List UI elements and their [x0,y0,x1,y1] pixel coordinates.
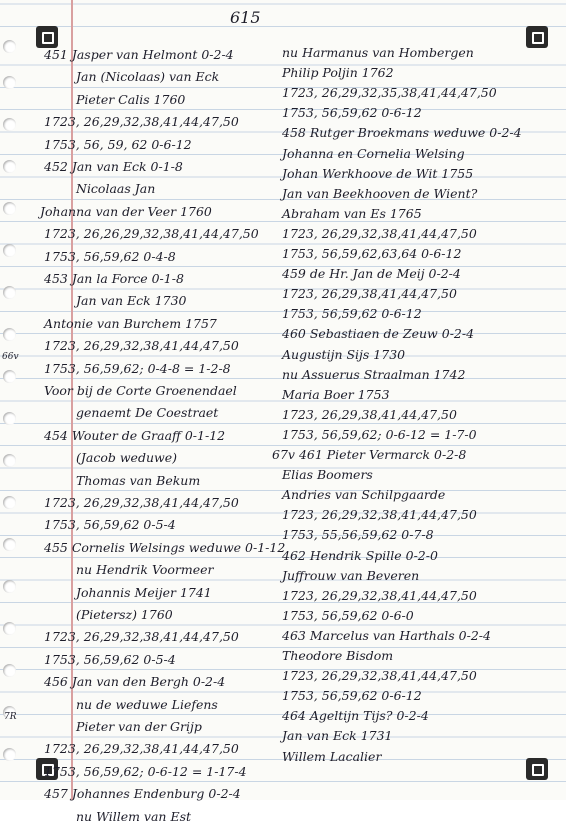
binder-hole [3,580,16,593]
left_column-line: Pieter van der Grijp [76,719,202,734]
left_column-line: Antonie van Burchem 1757 [44,315,217,331]
right_column-line: Willem Lacalier [282,748,382,764]
left_column-line: Johannis Meijer 1741 [76,584,212,600]
right_column-line: Juffrouw van Beveren [282,567,420,583]
right_column-line: 1753, 56,59,62 0-6-12 [282,105,422,121]
side-note: 7R [4,712,17,722]
right_column-line: 1753, 56,59,62; 0-6-12 = 1-7-0 [282,426,477,442]
side-note: 66v [2,352,19,362]
binder-hole [3,622,16,635]
right_column-line: 1753, 56,59,62 0-6-12 [282,306,422,322]
left_column-line: nu de weduwe Liefens [76,696,218,712]
binder-hole [3,244,16,257]
right_column-line: Augustijn Sijs 1730 [282,346,406,362]
corner-marker-bottom-right [526,758,548,780]
left_column-line: 455 Cornelis Welsings weduwe 0-1-12 [44,539,286,555]
right_column-line: 1753, 56,59,62 0-6-12 [282,688,422,704]
left_column-line: 452 Jan van Eck 0-1-8 [44,159,183,174]
left_column-line: (Pietersz) 1760 [76,607,173,622]
right_column-line: Maria Boer 1753 [282,386,390,402]
left_column-line: 1723, 26,29,32,38,41,44,47,50 [44,114,239,130]
right_column-line: 1723, 26,29,32,38,41,44,47,50 [282,587,477,603]
left_column-line: nu Willem van Est [76,808,192,824]
page-number: 615 [230,8,261,27]
binder-hole [3,538,16,551]
left_column-line: (Jacob weduwe) [76,450,177,466]
right_column-line: 1753, 56,59,62 0-6-0 [282,607,414,623]
right_column-line: nu Harmanus van Hombergen [282,45,474,60]
right_column-line: Johanna en Cornelia Welsing [282,145,465,161]
right_column-line: 1723, 26,29,32,38,41,44,47,50 [282,668,477,684]
binder-hole [3,412,16,425]
right_column-line: 459 de Hr. Jan de Meij 0-2-4 [282,266,461,282]
left_column-line: 456 Jan van den Bergh 0-2-4 [44,674,226,690]
left_column-line: 1753, 56,59,62 0-4-8 [44,248,176,264]
left_column-line: Nicolaas Jan [76,181,156,197]
right_column-line: 460 Sebastiaen de Zeuw 0-2-4 [282,326,475,342]
right_column-line: Jan van Eck 1731 [282,728,393,744]
right_column-line: 1723, 26,29,32,38,41,44,47,50 [282,225,477,241]
binder-hole [3,496,16,509]
left_column-line: Pieter Calis 1760 [76,91,186,107]
binder-hole [3,664,16,677]
right_column-line: Andries van Schilpgaarde [282,487,446,503]
right_column-line: 464 Ageltijn Tijs? 0-2-4 [282,708,429,724]
right_column-line: 1723, 26,29,38,41,44,47,50 [282,406,457,422]
right_column-line: Abraham van Es 1765 [282,205,422,221]
left_column-line: 1723, 26,26,29,32,38,41,44,47,50 [44,226,259,242]
right_column-line: 1723, 26,29,38,41,44,47,50 [282,286,457,302]
right_column-line: 462 Hendrik Spille 0-2-0 [282,547,438,563]
left_column-line: 1753, 56,59,62 0-5-4 [44,517,176,533]
binder-hole [3,76,16,89]
left_column-line: 1753, 56,59,62 0-5-4 [44,651,176,667]
binder-hole [3,328,16,341]
corner-marker-top-right [526,26,548,48]
binder-hole [3,286,16,299]
right_column-line: Jan van Beekhooven de Wient? [282,185,478,201]
binder-hole [3,748,16,761]
right_column-line: 1723, 26,29,32,35,38,41,44,47,50 [282,85,497,101]
left_column-line: Johanna van der Veer 1760 [40,203,212,219]
right_column-line: Theodore Bisdom [282,648,394,663]
left_column-line: 1753, 56, 59, 62 0-6-12 [44,136,192,152]
right_column-line: 67v 461 Pieter Vermarck 0-2-8 [272,447,467,462]
left_column-line: 454 Wouter de Graaff 0-1-12 [44,427,226,443]
binder-hole [3,118,16,131]
right_column-line: Philip Poljin 1762 [282,65,394,81]
binder-hole [3,160,16,173]
binder-holes [0,0,40,800]
right_column-line: 1723, 26,29,32,38,41,44,47,50 [282,507,477,523]
left_column-line: 1723, 26,29,32,38,41,44,47,50 [44,338,239,354]
left_column-line: 453 Jan la Force 0-1-8 [44,271,184,286]
left_column-line: 1723, 26,29,32,38,41,44,47,50 [44,741,239,757]
left_column-line: Jan (Nicolaas) van Eck [76,69,220,85]
left_column-line: genaemt De Coestraet [76,405,219,421]
left_column-line: 1723, 26,29,32,38,41,44,47,50 [44,495,239,510]
right_column-line: Elias Boomers [282,467,373,483]
left_column-line: 1753, 56,59,62; 0-6-12 = 1-17-4 [44,763,247,779]
left_column-line: 1753, 56,59,62; 0-4-8 = 1-2-8 [44,360,231,376]
left_column-line: Thomas van Bekum [76,472,201,488]
binder-hole [3,370,16,383]
right_column-line: 463 Marcelus van Harthals 0-2-4 [282,627,491,643]
binder-hole [3,202,16,215]
binder-hole [3,454,16,467]
right_column-line: 1753, 55,56,59,62 0-7-8 [282,527,434,543]
left_column-line: 1723, 26,29,32,38,41,44,47,50 [44,629,239,645]
binder-hole [3,40,16,53]
left_column-line: 451 Jasper van Helmont 0-2-4 [44,47,234,62]
right_column-line: 1753, 56,59,62,63,64 0-6-12 [282,246,462,261]
right_column-line: 458 Rutger Broekmans weduwe 0-2-4 [282,125,522,141]
left_column-line: Jan van Eck 1730 [76,293,187,309]
left_column-line: Voor bij de Corte Groenendael [44,383,237,398]
right_column-line: Johan Werkhoove de Wit 1755 [282,165,474,181]
left_column-line: 457 Johannes Endenburg 0-2-4 [44,786,241,802]
left_column-line: nu Hendrik Voormeer [76,562,214,578]
right_column-line: nu Assuerus Straalman 1742 [282,366,466,382]
